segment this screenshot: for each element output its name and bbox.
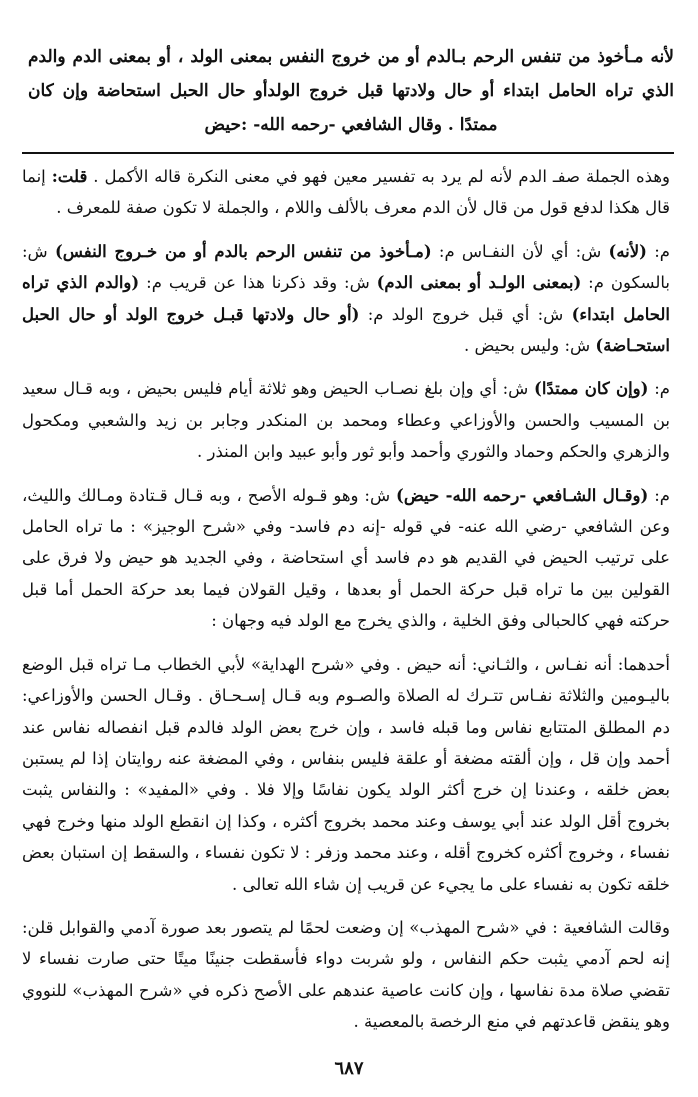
text-run: ش: أي لأن النفـاس م: — [431, 241, 609, 261]
text-run: م: — [648, 485, 670, 505]
bold-text-run: (والدم الذي تراه الحامل ابتداء) — [22, 273, 670, 324]
commentary-paragraph — [22, 912, 670, 1038]
bold-text-run: قلت: — [51, 167, 88, 186]
text-run: ش: بالسكون م: — [22, 241, 670, 293]
text-run: ش: وليس بحيض . — [464, 336, 596, 356]
main-text-paragraph: لأنه مـأخوذ من تنفس الرحم بـالدم أو من خروج النفس بمعنى الولد ، أو بمعنى الدم والدم الذي تراه الحامل ابتداء أو حال ولادتها قبل خروج الولدأو حال الحبل استحاضة وإن كان ممتدًا . وقال الشافعي -رحمه الله- :حيض — [28, 47, 674, 135]
text-run: وقالت الشافعية : في «شرح المهذب» إن وضعت لحمًا لم يتصور بعد صورة آدمي والقوابل قلن: إنه لحم آدمي يثبت حكم النفاس ، ولو شربت دواء فأسقطت جنينًا ميتًا حتى صارت نفساء لا تقضي صلاة مدة نفاسها ، وإن كانت عاصية عندهم على الأصح ذكره في «شرح المهذب» للنووي وهو ينقض قاعدتهم في منع الرخصة بالمعصية . — [22, 917, 670, 1032]
bold-text-run: (لأنه) — [608, 241, 647, 261]
commentary-paragraph — [22, 236, 670, 362]
main-text-block — [28, 40, 674, 142]
bold-text-run: (مـأخوذ من تنفس الرحم بالدم أو من خـروج النفس) — [54, 241, 432, 261]
text-run: م: — [648, 379, 670, 399]
text-run: ش: وهو قـوله الأصح ، وبه قـال قـتادة ومـالك والليث، وعن الشافعي -رضي الله عنه- في قوله -إنه دم فاسد- وفي «شرح الوجيز» : ما تراه الحامل على ترتيب الحيض في القديم هو دم فاسد أي استحاضة ، وفي الجديد هو حيض ولا فرق على القولين بين ما تراه قبل حركة الحمل أو بعدها ، وقيل القولان فيما بعد حركة الحمل أما قبل حركته فهي كالحبالى وفق الخلية ، والذي يخرج مع الولد فيه وجهان : — [22, 485, 670, 631]
text-run: أحدهما: أنه نفـاس ، والثـاني: أنه حيض . وفي «شرح الهداية» لأبي الخطاب مـا تراه قبل الوضع باليـومين والثلاثة نفـاس تتـرك له الصلاة والصـوم وبه قـال إسـحـاق . وقـال الحسن والأوزاعي: دم المطلق المتتابع نفاس وما قبله فاسد ، وإن خرج بعض الولد فالدم قبل انفصاله نفاس عند أحمد وإن قل ، وإن ألقته مضغة أو علقة فليس بنفاس ، وفي المضغة عنه روايتان إذا لم يستبن بعض خلقه ، وعندنا إن خرج أكثر الولد يكون نفاسًا وإلا فلا . وفي «المفيد» : والنفاس يثبت بخروج أقل الولد عند أبي يوسف وعند محمد بخروج أكثره ، وكذا إن انقطع الولد منها وخرج فهي نفساء ، وخروج أكثره كخروج أقله ، وعند محمد وزفر : لا تكون نفساء ، والسقط إن استبان بعض خلقه تكون به نفساء على ما يجيء عن قريب إن شاء الله تعالى . — [21, 654, 670, 894]
bold-text-run: (وقـال الشـافعي -رحمه الله- حيض) — [396, 485, 649, 505]
separator-rule — [22, 152, 674, 154]
commentary-paragraph — [22, 161, 670, 224]
text-run: م: — [646, 241, 670, 261]
text-run: ش: أي وإن بلغ نصـاب الحيض وهو ثلاثة أيام فليس بحيض ، وبه قـال سعيد بن المسيب والحسن والأوزاعي وعطاء ومحمد بن المنكدر وجابر بن زيد والشعبي ومكحول والزهري والحكم وحماد والثوري وأحمد وأبو ثور وأبو عبيد وابن المنذر . — [22, 379, 670, 462]
text-run: إنما قال هكذا لدفع قول من قال لأن الدم معرف بالألف واللام ، والجملة لا تكون صفة للمعرف . — [22, 167, 670, 218]
text-run: وهذه الجملة صفـ الدم لأنه لم يرد به تفسير معين فهو في معنى النكرة قاله الأكمل . — [87, 167, 670, 186]
bold-text-run: (وإن كان ممتدًا) — [534, 379, 649, 399]
text-run: ش: وقد ذكرنا هذا عن قريب م: — [139, 273, 377, 293]
page-number: ٦٨٧ — [334, 1058, 364, 1079]
bold-text-run: (بمعنى الولـد أو بمعنى الدم) — [376, 273, 582, 293]
commentary-paragraph — [22, 480, 670, 637]
bold-text-run: (أو حال ولادتها قبـل خروج الولد أو حال الحبل استحـاضة) — [22, 304, 670, 356]
text-run: ش: أي قبل خروج الولد م: — [359, 304, 572, 324]
commentary-paragraph — [22, 649, 670, 900]
commentary-paragraph — [22, 373, 670, 467]
commentary-block — [22, 161, 670, 1038]
